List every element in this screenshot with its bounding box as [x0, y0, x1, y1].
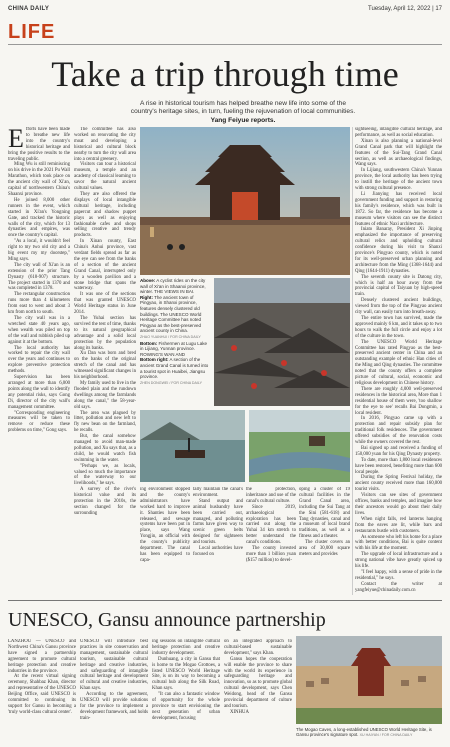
date-page-number: Tuesday, April 12, 2022 | 17 [368, 6, 442, 12]
caption-mogao [296, 727, 442, 738]
paragraph: Visitors can see sites of government offices, banks and temples, and imagine how their ancestors would go about their daily lives. [355, 493, 442, 516]
paragraph: "Corresponding engineering measures will be taken to remove or reduce these problems on time," Gong says. [8, 410, 70, 434]
lake-illustration [140, 410, 245, 482]
paragraph: Xu Dan was born and bred on the banks of the original stretch of the canal and has witnessed significant changes in his neighborhood. [74, 351, 136, 381]
paragraph: They are also offered the displays of local intangible cultural heritage, including papercut and shadow puppet plays as well as enjoying fashionable cafes and shops selling creative and trendy products. [74, 191, 136, 239]
header-divider [8, 44, 442, 45]
drop-cap: E [8, 127, 24, 153]
paragraph: Dunhuang, a city in Gansu that is home to the Mogao Grottoes, a listed UNESCO World Heritage Site, is on its way to becoming a cultural hub along the Silk Road, Khan says. [152, 656, 220, 692]
paragraph: Li Jianying has received local government funding and support in restoring his family's residence, which was built in 1872. So far, the residence has become a museum where visitors can see the distinct features of ethnic Naxi architecture. [355, 191, 442, 227]
photo-lugu-lake [140, 410, 245, 482]
paragraph: To date, more than 1,800 local residences have been restored, benefiting more than 600 local people. [355, 457, 442, 475]
paragraph: Ming Wu is still reminiscing on his drive in the 2021 Pu Wall Marathon, which took place on the ancient city wall of Xi'an, capital of northwestern China's Shaanxi province. [8, 162, 70, 197]
paragraph: Since 2019, archaeological exploration has been carried out along the Yuhai 34 km stretch to better understand the canal's conditions. [246, 504, 296, 546]
paragraph: In Xinan county, East China's Anhui province, vast verdant fields spread as far as the eye can see from the banks of a section of the ancient Grand Canal, interrupted only by a wooden pavilion and a stone bridge that spans the waterway. [74, 239, 136, 292]
paragraph: Local authorities have focused on [193, 546, 243, 557]
story2-column-3 [152, 639, 220, 741]
paragraph: Gansu hopes the cooperation will enable the province to share with the world its experience in safeguarding heritage and innovation, so as to promote global cultural development, says Chen Weidong, head of the Gansu provincial department of culture and tourism. [224, 656, 292, 709]
canal-illustration [249, 410, 350, 482]
paragraph: The seventh county site is Datong city, which is half an hour away from the provincial capital of Taiyuan by high-speed train. [355, 274, 442, 298]
story2-column-1 [8, 639, 76, 741]
caption-text: The ancient town of Pingyao, in Shanxi province, features densely clustered old buildings. The UNESCO World Heritage Committee has noted Pingyao as the best-preserved ancient county in China. [140, 294, 202, 334]
paragraph: "As a local, it wouldn't feel right to my two old city and a big event my my doorstep," Ming says. [8, 239, 70, 262]
paragraph: The cluster covers an area of 30,000 square meters and provides [299, 540, 350, 557]
paragraph: In Lijiang, southwestern China's Yunnan province, the local authority has been trying to instill the heritage of the ancient town with strong cultural presence. [355, 168, 442, 192]
paragraph: tally maintain the canal's environment. [193, 487, 243, 498]
paragraph: fforts have been made to breathe new life into the country's historical heritage and bring the positive results to the traveling public. [8, 127, 70, 162]
photo-credit: XU HAIYAN / FOR CHINA DAILY [359, 733, 413, 738]
photo-city-wall-pavilion [140, 127, 350, 275]
photo-grand-canal [249, 410, 350, 482]
article-column-right [355, 127, 442, 595]
caption-text: A cyclist rides on the city wall of Xi'an in Shaanxi province, winter. THE VIEWS IN BAI. [140, 278, 206, 295]
paragraph: The county invested more than 1 billion yuan ($157 million) to devel- [246, 546, 296, 563]
caption-head: Above: [140, 278, 156, 283]
paragraph: The city wall of Xi'an is an extension of the prior Tang Dynasty (618-907) structure. The project started in 1370 and was completed in 1378. [8, 262, 70, 292]
paragraph: Densely clustered ancient buildings, viewed from the top of the Pingyao ancient city wall, can easily turn into breath-away. [355, 298, 442, 316]
deck-text: A rise in historical tourism has helped breathe new life into some of the country's heritage sites, in turn, fueling the rejuvenation of local communities. [130, 100, 356, 116]
masthead-bar [8, 4, 442, 16]
paragraph: It was one of the sections that was granted UNESCO World Heritage status in June 2014. [74, 292, 136, 316]
paragraph: The Yuhai section has survived the test of time, thanks to its natural geographical advantage and a solid local protection by the population along its banks. [74, 316, 136, 351]
photo-pingyao-rooftops [214, 278, 350, 406]
paragraph: Contact the writer at yangfeiyue@chinadaily.com.cn [355, 581, 442, 593]
paragraph: XINHUA [230, 709, 249, 715]
paragraph: As someone who left his home for a place with better conditions, Bai is quite content with his life at the moment. [355, 534, 442, 552]
paragraph: UNESCO will introduce best practices in site conservation and management, sustainable cultural tourism, sustainable cultural heritage and creative industries, and safeguarding of intangible cultural heritage and development of cultural and creative industries, Khan says. [80, 639, 148, 692]
paragraph: oping a cluster of 19 cultural facilities in the Grand Canal area, including the Sui Tang at the Sini (581-618) and Tang dynasties, canal and a museum of local brand traditions, as well as a fitness and a theater. [299, 487, 350, 540]
paragraph: Iniato Banaray, President Xi Jinping emphasized the importance of preserving cultural relics and upholding cultural confidence during his visit to Shanxi province's Pingyao county, which is noted for its well-preserved urban planning and architecture from the Ming (1368-1644) and Qing (1644-1911) dynasties. [355, 227, 442, 274]
caption-top [140, 278, 210, 386]
byline: Yang Feiyue reports. [210, 116, 276, 124]
photo-credit: ZHAO YUANHUI / FOR CHINA DAILY [140, 334, 201, 339]
paragraph: But, the canal somehow managed to avoid man-made pollution, and Xu says that, as a child, he would watch fish swimming in the water. [74, 434, 136, 463]
paragraph: The entire town has survived, made the approved mainly 6 km, and it takes up to two hours to walk the full circle and enjoy a lot of the culture in the town. [355, 316, 442, 339]
article-column-1 [8, 127, 70, 595]
caption-head: Right: [140, 294, 153, 300]
article-column-6 [299, 487, 350, 595]
paragraph: The local authority has worked to repair the city wall over the years and continues to explore preventive protection methods. [8, 345, 70, 375]
paragraph: The UNESCO World Heritage Committee has rated Pingyao as the best-preserved ancient center in China and an outstanding example of ethnic Han cities of the Ming and Qing dynasties. The committee noted that the county offers a complete picture of cultural, social, economic and religious development in Chinese history. [355, 339, 442, 386]
headline: Take a trip through time [51, 54, 399, 94]
paragraph: "Perhaps we, as locals, valued so much the importance of the waterway to our livelihoods," he says. [74, 463, 136, 487]
rooftops-illustration [214, 278, 350, 406]
paragraph: During the Spring Festival holiday, the ancient county received more than 160,000 tourist visits. [355, 475, 442, 493]
paragraph: The upgrade of local infrastructure and a strong national vibe have greatly spiced up his life. [355, 552, 442, 570]
paragraph: A survey of the river's historical value and its protection in the 2010s, the section changed for the surrounding [74, 487, 136, 516]
paragraph: sightseeing, intangible cultural heritage, and performance, as well as social education. [355, 127, 442, 138]
caption-text: Fishermen at Lugu Lake in Lijiang, Yunnan province. ROWING'S WAN AND [140, 340, 208, 357]
story2-column-4 [224, 639, 292, 741]
paragraph: When night falls, red lanterns hanging from the eaves are lit, while bars and restaurants bustle with customers. [355, 516, 442, 534]
paragraph: Supervision has been arranged at more than 6,000 points along the wall to identify any potential risks, says Gong Di, director of the city wall's management committee. [8, 375, 70, 410]
paragraph: The area was plagued by litter, pollution and new left to fly new bean on the farmland, he recalls. [74, 410, 136, 434]
paragraph: According to the agreement, UNESCO will provide solutions for the province to implement a development framework, and holds train- [80, 692, 148, 721]
caption-head: Bottom right: [140, 357, 169, 363]
article-column-2 [74, 127, 136, 595]
story2-column-2 [80, 639, 148, 741]
paragraph: ing environment stopped and the county's administrators have worked hard to improve it. Shanties have been released, and sewage systems have been put in place, says Wang Yongjin, an official with the county's publicity department. The canal has been equipped to capa- [140, 487, 190, 563]
pavilion-illustration [140, 127, 350, 275]
paragraph: At the recent virtual signing ceremony, Shahbaz Khan, director and representative of the UNESCO Beijing Office, said UNESCO is committed to continuing its support for Gansu in becoming a 'truly world-class cultural center'. [8, 674, 76, 715]
photo-mogao-caves [296, 636, 442, 724]
paragraph: LANZHOU — UNESCO and Northwest China's Gansu province have signed a partnership agreement to promote cultural heritage protection and creative industries in the province. [8, 639, 76, 674]
article-column-5 [246, 487, 296, 595]
paragraph: He joined 8,000 other runners in the event, which started in Xi'an's Yongning Gate, and tracked the historic walls of the city, which for 13 dynasties and empires, was once the country's capital. [8, 197, 70, 239]
mogao-illustration [296, 636, 442, 724]
paragraph: The rectangular construction runs more than 4 kilometers from east to west and about 3 km from north to south. [8, 292, 70, 316]
article-column-4 [193, 487, 243, 595]
paragraph: "I feel happy, with a sense of pride in the residential," he says. [355, 569, 442, 581]
paragraph: There are roughly 4,000 well-preserved residences in the historical area, More than 1 residential house of them were, 'too shallow for the eye to see' recalls Bai Dongmin, a local resident. [355, 386, 442, 416]
section-title: LIFE [8, 21, 56, 43]
paragraph: ing sessions on intangible cultural heritage protection and creative industry development. [152, 639, 220, 656]
paragraph: Xinan is also planning a national-level Grand Canal park that will highlight the features of the Sui-Tang Grand Canal section, as well as archaeological findings, Wang says. [355, 138, 442, 168]
caption-text: A section of the ancient Grand Canal is turned into a tourist spot in Huaibei, Jiangsu province. [140, 357, 209, 380]
column-rule [352, 127, 353, 595]
paragraph: "It can also a fantastic window of opportunity for the whole province to start envisioning the next generation of urban development, focusing [152, 692, 220, 721]
paragraph: the protection, inheritance and use of the canal's cultural culture. [246, 487, 296, 504]
caption-head: Bottom: [140, 340, 158, 346]
paragraph: The committee has also worked on renovating the city moat and developing a historical and cultural block nearby to turn the city wall area into a central greenery. [74, 127, 136, 162]
deck [128, 100, 358, 125]
paragraph: Stand output and animal husbandry have been carried out, managed, and polluting farms have given way to scenic green belts designed for sightseers and tourists. [193, 498, 243, 546]
story-divider [8, 600, 442, 601]
caption-text: The Mogao Caves, a long-established UNESCO World Heritage Site, is Gansu province's signature spot. [296, 727, 432, 738]
paragraph: on an integrated approach to cultural-based sustainable development," says Khan. [224, 639, 292, 656]
photo-credit: ZHEN DONGWEI / FOR CHINA DAILY [140, 380, 203, 385]
publication-logo: CHINA DAILY [8, 6, 50, 12]
paragraph: My family used to live in the flooded plain and the rundown dwellings among the farmlands along the canal," the 58-year-old says. [74, 380, 136, 410]
paragraph: In 2016, Pingyao came up with a protection and repair subsidy plan for traditional folk residences. The government offered subsidies of the renovation costs while the owners covered the rest. [355, 416, 442, 446]
article-column-3 [140, 487, 190, 595]
headline-2: UNESCO, Gansu announce partnership [8, 609, 326, 631]
paragraph: Bai signed up and received a funding of 150,000 yuan for his Qing Dynasty property. [355, 445, 442, 457]
paragraph: The city wall was in a wretched state 40 years ago, when wealth was piled on top of the wall and rubbish piled up against it at the bottom. [8, 316, 70, 345]
paragraph: Visitors can tour a historical museum, a temple and an academy of classical learning to savor the natural ancient cultural values. [74, 162, 136, 192]
